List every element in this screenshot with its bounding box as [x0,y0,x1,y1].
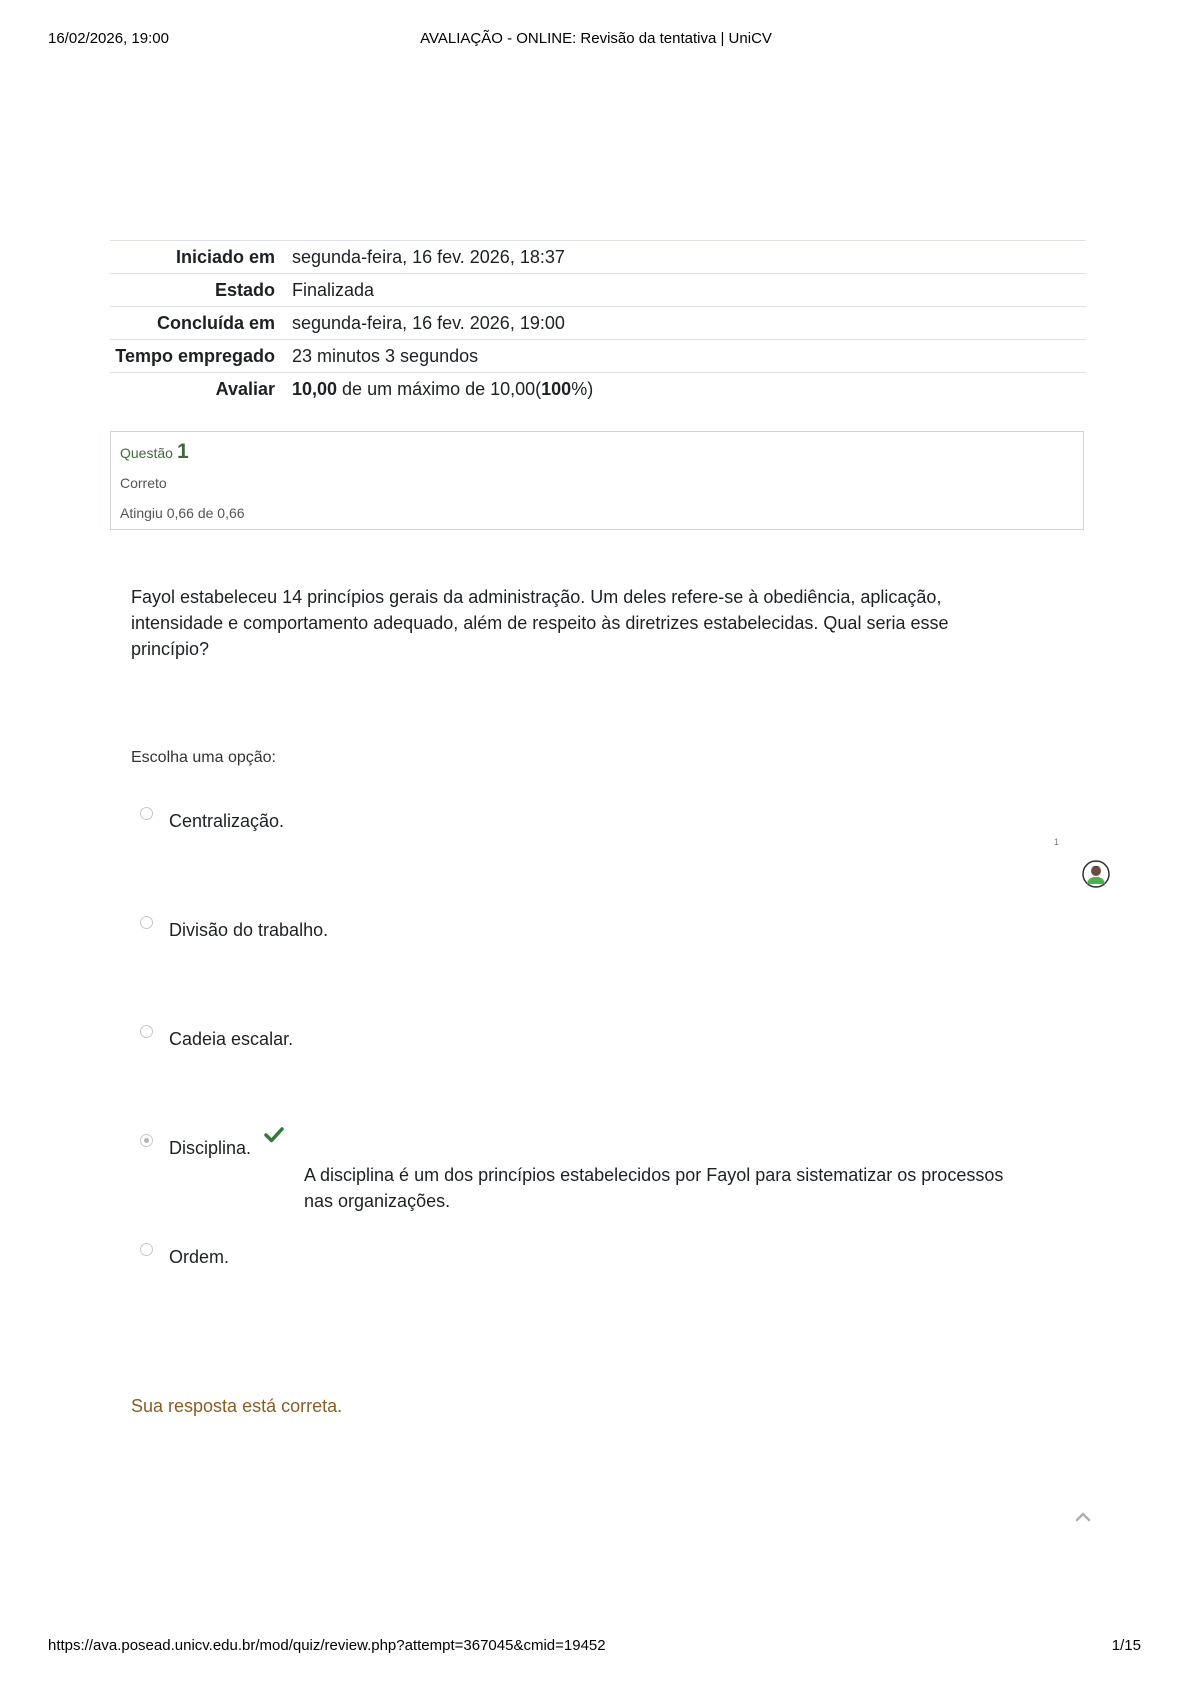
question-label: Questão [120,445,173,461]
grade-percent: 100 [541,379,572,399]
attempt-summary-table [110,240,1086,405]
time-value: 23 minutos 3 segundos [292,346,479,366]
radio-button[interactable] [140,1243,153,1256]
answer-outcome: Sua resposta está correta. [131,1396,343,1416]
answer-label: Divisão do trabalho. [169,920,329,940]
print-header [48,30,1144,52]
radio-button-selected[interactable] [140,1134,153,1147]
completed-label: Concluída em [156,313,275,333]
print-url: https://ava.posead.unicv.edu.br/mod/quiz/review.php?attempt=367045&cmid=19452 [48,1637,606,1654]
answer-label: Disciplina. [169,1138,252,1158]
answer-feedback: A disciplina é um dos princípios estabelecidos por Fayol para sistematizar os processos nas organizações. [304,1165,1004,1211]
grade-value [275,373,1086,406]
answer-prompt: Escolha uma opção: [131,749,276,766]
avatar-badge-count: 1 [1054,837,1060,847]
question-number-value: 1 [176,440,189,463]
grade-label: Avaliar [215,379,275,399]
print-title: AVALIAÇÃO - ONLINE: Revisão da tentativa | UniCV [420,30,772,47]
grade-score: 10,00 [292,379,338,399]
radio-button[interactable] [140,916,153,929]
summary-row-started [110,241,1086,274]
checkmark-icon [264,1126,284,1144]
state-label: Estado [214,280,275,300]
time-label: Tempo empregado [115,346,275,366]
summary-row-state [110,274,1086,307]
avatar-icon[interactable] [1082,860,1110,888]
print-datetime: 16/02/2026, 19:00 [48,30,169,47]
grade-mid: de um máximo de 10,00( [337,379,542,399]
question-info-box [110,431,1084,530]
completed-value: segunda-feira, 16 fev. 2026, 19:00 [292,313,565,333]
radio-button[interactable] [140,1025,153,1038]
started-value: segunda-feira, 16 fev. 2026, 18:37 [292,247,565,267]
question-state: Correto [120,475,167,491]
answer-label: Ordem. [169,1247,230,1267]
radio-button[interactable] [140,807,153,820]
answer-label: Centralização. [169,811,285,831]
chevron-up-icon[interactable] [1074,1510,1092,1522]
question-text: Fayol estabeleceu 14 princípios gerais da administração. Um deles refere-se à obediência, aplicação, intensidade e comportamento adequado, além de respeito às diretrizes estabelecidas. Qual seria esse princípio? [131,587,949,659]
answer-label: Cadeia escalar. [169,1029,294,1049]
question-mark: Atingiu 0,66 de 0,66 [120,505,245,521]
print-page-number: 1/15 [1111,1637,1141,1654]
grade-end: %) [571,379,594,399]
summary-row-grade [110,373,1086,406]
question-number [120,440,189,464]
summary-row-completed [110,307,1086,340]
summary-row-time [110,340,1086,373]
state-value: Finalizada [292,280,375,300]
started-label: Iniciado em [175,247,275,267]
